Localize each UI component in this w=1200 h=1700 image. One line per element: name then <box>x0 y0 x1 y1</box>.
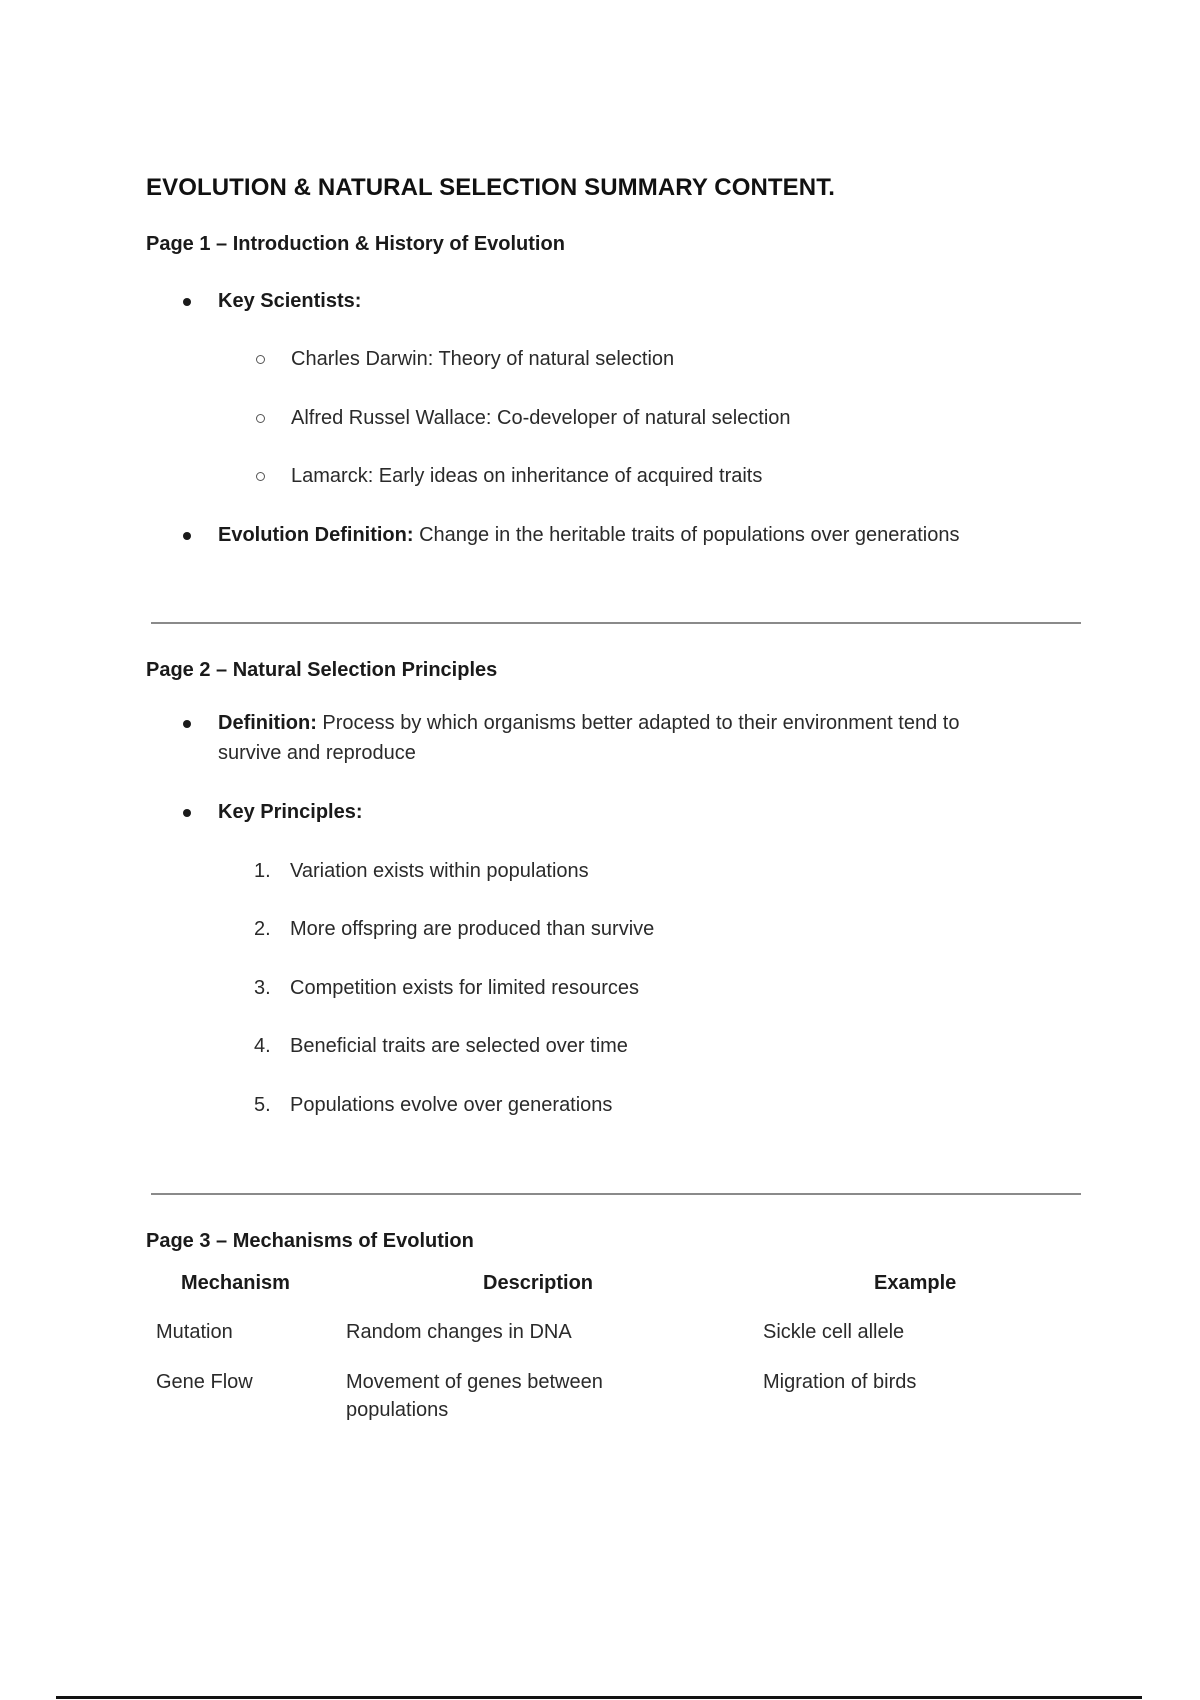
bullet-icon <box>183 298 191 306</box>
list-item-principle <box>254 856 589 886</box>
principle-text: Beneficial traits are selected over time <box>290 1035 628 1057</box>
principle-number: 1. <box>254 860 271 882</box>
page-bottom-rule <box>56 1696 1142 1699</box>
cell-description <box>346 1368 603 1424</box>
key-principles-label: Key Principles: <box>218 801 363 823</box>
document-title: EVOLUTION & NATURAL SELECTION SUMMARY CONTENT. <box>146 174 836 201</box>
definition-text-line2: survive and reproduce <box>218 742 416 764</box>
list-item-principle <box>254 1090 612 1120</box>
hollow-bullet-icon <box>256 414 265 423</box>
bullet-icon <box>183 720 191 728</box>
table-header-description: Description <box>483 1272 594 1294</box>
section-divider <box>151 622 1081 624</box>
principle-text: Populations evolve over generations <box>290 1094 613 1116</box>
cell-description-line2: populations <box>346 1399 449 1421</box>
hollow-bullet-icon <box>256 355 265 364</box>
principle-number: 5. <box>254 1094 271 1116</box>
scientist-text: Charles Darwin: Theory of natural selection <box>291 348 675 370</box>
hollow-bullet-icon <box>256 472 265 481</box>
list-item-principle <box>254 914 654 944</box>
principle-number: 2. <box>254 918 271 940</box>
section-heading-page-2: Page 2 – Natural Selection Principles <box>146 659 498 681</box>
scientist-text: Alfred Russel Wallace: Co-developer of natural selection <box>291 407 791 429</box>
table-header-example: Example <box>874 1272 957 1294</box>
bullet-icon <box>183 809 191 817</box>
bullet-evolution-definition <box>183 520 1063 550</box>
principle-number: 4. <box>254 1035 271 1057</box>
principle-number: 3. <box>254 977 271 999</box>
bullet-icon <box>183 532 191 540</box>
definition-label: Definition: <box>218 712 317 734</box>
section-divider <box>151 1193 1081 1195</box>
section-heading-page-1: Page 1 – Introduction & History of Evolution <box>146 233 565 255</box>
bullet-key-scientists <box>183 286 1063 316</box>
scientist-text: Lamarck: Early ideas on inheritance of acquired traits <box>291 465 763 487</box>
evolution-definition-text: Change in the heritable traits of populations over generations <box>413 524 960 546</box>
definition-text-line1: Process by which organisms better adapted to their environment tend to <box>316 712 960 734</box>
cell-example: Migration of birds <box>763 1371 917 1393</box>
list-item-scientist <box>256 461 762 491</box>
cell-mechanism: Gene Flow <box>156 1371 253 1393</box>
list-item-principle <box>254 1031 628 1061</box>
principle-text: Variation exists within populations <box>290 860 589 882</box>
bullet-definition <box>183 708 1063 768</box>
cell-example: Sickle cell allele <box>763 1321 905 1343</box>
principle-text: More offspring are produced than survive <box>290 918 655 940</box>
evolution-definition-label: Evolution Definition: <box>218 524 414 546</box>
list-item-scientist <box>256 403 791 433</box>
cell-description-line1: Movement of genes between <box>346 1371 603 1393</box>
section-heading-page-3: Page 3 – Mechanisms of Evolution <box>146 1230 474 1252</box>
key-scientists-label: Key Scientists: <box>218 290 362 312</box>
cell-description: Random changes in DNA <box>346 1321 572 1343</box>
list-item-principle <box>254 973 639 1003</box>
cell-mechanism: Mutation <box>156 1321 233 1343</box>
bullet-key-principles <box>183 797 1063 827</box>
principle-text: Competition exists for limited resources <box>290 977 640 999</box>
list-item-scientist <box>256 344 674 374</box>
table-header-mechanism: Mechanism <box>181 1272 290 1294</box>
